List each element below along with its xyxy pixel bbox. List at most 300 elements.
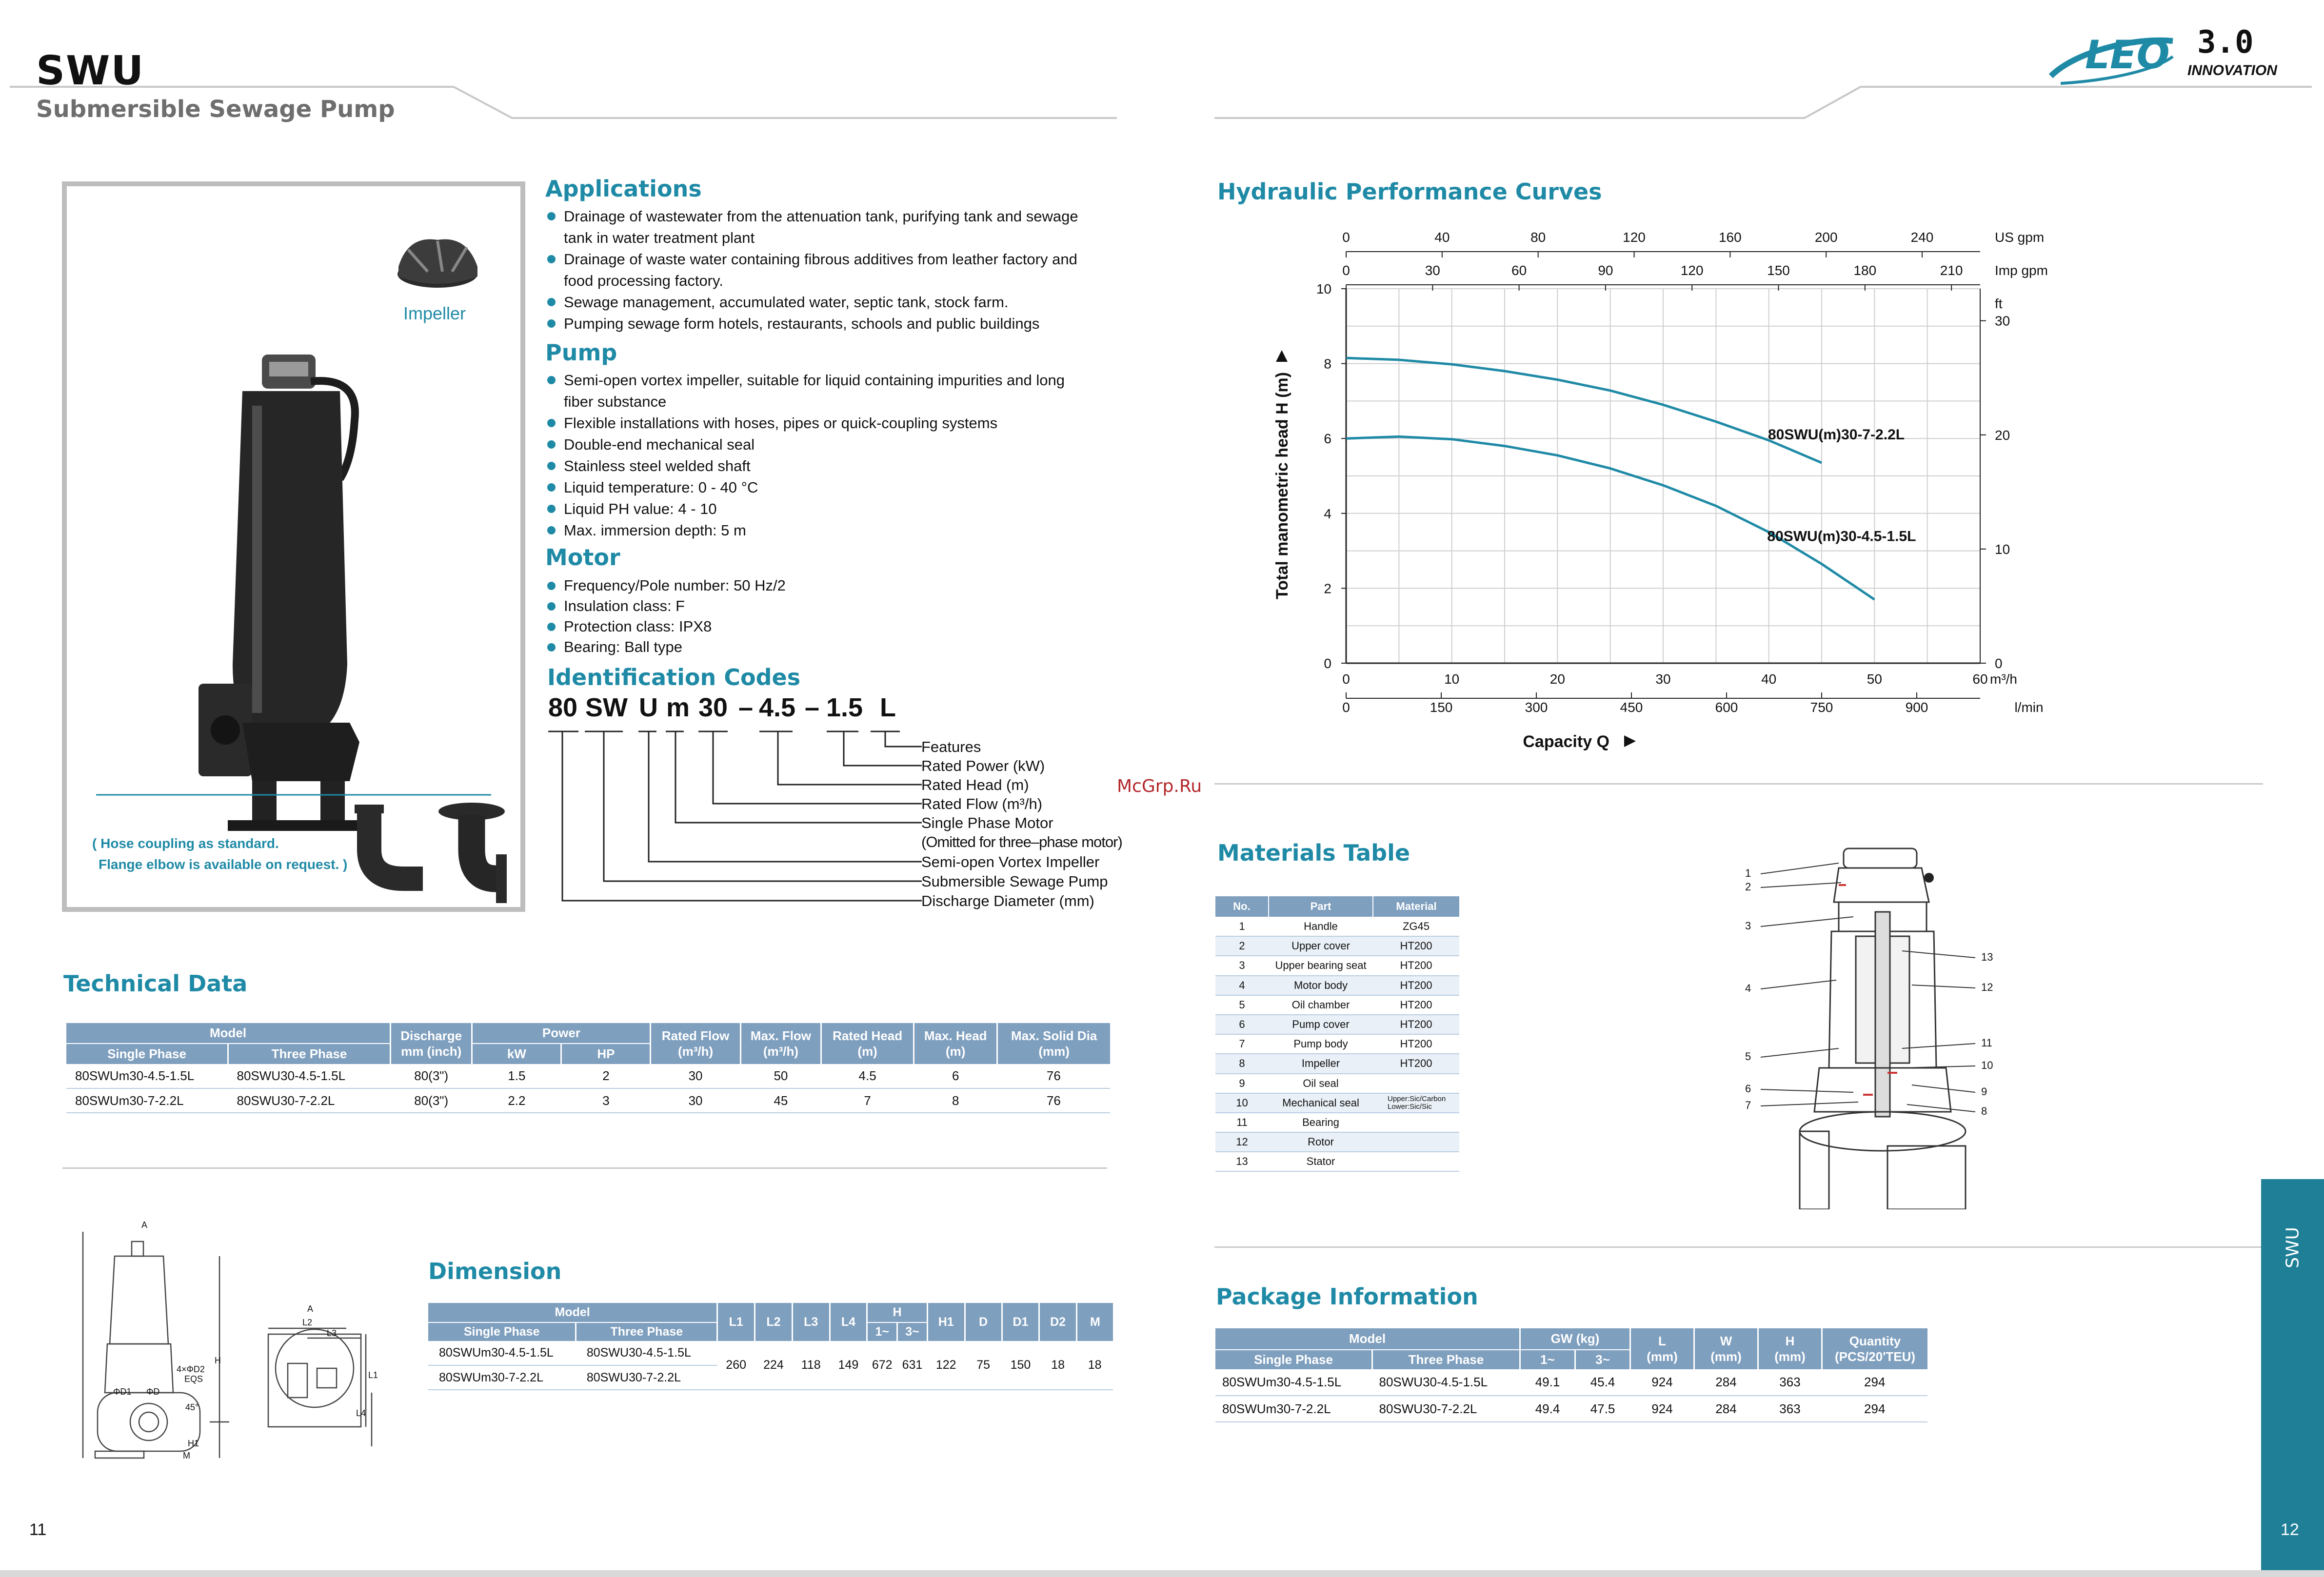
th-model: Model — [428, 1303, 717, 1322]
impeller-caption: Impeller — [403, 303, 466, 323]
table-cell: 76 — [997, 1064, 1110, 1088]
product-image-box — [62, 181, 525, 912]
callout-number: 1 — [1745, 867, 1751, 879]
code-label-discharge: Discharge Diameter (mm) — [921, 892, 1094, 909]
table-cell: 7 — [821, 1088, 914, 1113]
header-rule-left — [0, 83, 1122, 122]
series-label: 80SWU(m)30-7-2.2L — [1768, 427, 1905, 443]
th-rated-flow: Rated Flow (m³/h) — [651, 1023, 740, 1064]
series-subtitle: Submersible Sewage Pump — [36, 96, 395, 123]
table-cell: 47.5 — [1575, 1396, 1630, 1422]
list-item: Double-end mechanical seal — [545, 434, 1096, 455]
side-tab-label: SWU — [2283, 1227, 2303, 1268]
tick-label: 60 — [1972, 671, 1988, 687]
code-label-flow: Rated Flow (m³/h) — [921, 795, 1043, 812]
table-cell: Motor body — [1269, 976, 1373, 995]
logo-version: 3.0 — [2197, 24, 2254, 60]
table-cell: 3 — [1215, 956, 1269, 975]
table-row — [1215, 1093, 1459, 1113]
list-item: Flexible installations with hoses, pipes or quick-coupling systems — [545, 413, 1096, 434]
table-cell: 45.4 — [1575, 1369, 1630, 1396]
tick-label: 8 — [1324, 356, 1331, 372]
tick-label: 10 — [1444, 671, 1460, 687]
th-gw-1: 1~ — [1520, 1350, 1575, 1369]
table-cell: 80SWU30-7-2.2L — [576, 1365, 717, 1390]
table-cell: Oil chamber — [1269, 995, 1373, 1015]
list-item: Bearing: Ball type — [545, 637, 1082, 657]
table-cell: 49.4 — [1520, 1396, 1575, 1422]
divider — [62, 1167, 1107, 1169]
table-cell: Handle — [1269, 917, 1373, 936]
table-row — [1215, 976, 1459, 995]
dim-label: 45° — [185, 1402, 199, 1412]
table-row — [428, 1341, 1113, 1365]
tick-label: 900 — [1905, 700, 1928, 715]
code-label-omitted: (Omitted for three–phase motor) — [921, 833, 1122, 850]
callout-line — [1912, 1085, 1975, 1092]
dim-label: H1 — [188, 1439, 199, 1448]
table-cell: 18 — [1076, 1341, 1113, 1390]
callout-line — [1761, 980, 1836, 989]
code-part: U — [639, 693, 658, 722]
table-cell: 80(3") — [391, 1088, 472, 1113]
th-l1: L1 — [717, 1303, 755, 1341]
callout-number: 11 — [1981, 1037, 1992, 1049]
table-cell — [1373, 1074, 1459, 1093]
th-m: M — [1076, 1303, 1113, 1341]
watermark: McGrp.Ru — [1117, 776, 1202, 796]
dim-label: EQS — [184, 1374, 203, 1384]
table-cell: 80SWU30-7-2.2L — [228, 1088, 391, 1113]
chart-title: Hydraulic Performance Curves — [1217, 178, 1602, 205]
table-cell: 80SWUm30-7-2.2L — [1215, 1396, 1372, 1422]
table-row — [1215, 995, 1459, 1015]
code-part: SW — [585, 693, 628, 722]
callout-number: 10 — [1981, 1059, 1993, 1071]
tick-label: 120 — [1623, 230, 1646, 245]
id-code-leaders — [546, 729, 927, 914]
table-cell: 30 — [651, 1064, 740, 1088]
callout-number: 2 — [1745, 881, 1751, 893]
table-cell: 672 — [867, 1341, 897, 1390]
arrow-right-icon — [1624, 735, 1636, 747]
th-rated-head: Rated Head (m) — [821, 1023, 914, 1064]
table-cell: 118 — [792, 1341, 830, 1390]
th-single: Single Phase — [66, 1044, 228, 1064]
table-cell: HT200 — [1373, 1054, 1459, 1073]
th-single: Single Phase — [428, 1322, 576, 1341]
th-w: W (mm) — [1694, 1328, 1758, 1369]
tick-label: 40 — [1761, 671, 1777, 687]
logo-tagline: INNOVATION — [2187, 62, 2277, 79]
table-cell: 1 — [1215, 917, 1269, 936]
table-row — [1215, 1132, 1459, 1152]
th-l: L (mm) — [1630, 1328, 1694, 1369]
materials-table — [1215, 896, 1459, 1172]
list-item: Pumping sewage form hotels, restaurants, schools and public buildings — [545, 313, 1106, 335]
th-three: Three Phase — [1372, 1350, 1520, 1369]
th-max-flow: Max. Flow (m³/h) — [740, 1023, 821, 1064]
table-row — [1215, 1054, 1459, 1073]
table-cell: 1.5 — [472, 1064, 561, 1088]
performance-chart — [1258, 215, 2165, 766]
col-part: Part — [1269, 896, 1373, 917]
th-three: Three Phase — [576, 1322, 717, 1341]
code-part: 80 — [548, 693, 578, 722]
code-label-impeller: Semi-open Vortex Impeller — [921, 853, 1100, 870]
table-cell: ZG45 — [1373, 917, 1459, 936]
table-cell: 3 — [561, 1088, 651, 1113]
code-part: 30 — [698, 693, 728, 722]
table-cell: 75 — [965, 1341, 1002, 1390]
divider — [1214, 1246, 2263, 1248]
th-max-solid: Max. Solid Dia (mm) — [997, 1023, 1110, 1064]
tick-label: 210 — [1940, 263, 1963, 278]
tick-label: 450 — [1620, 700, 1643, 715]
code-label-single-phase: Single Phase Motor — [921, 814, 1053, 831]
tick-label: 40 — [1434, 230, 1450, 245]
code-part: 1.5 — [826, 693, 863, 722]
table-cell: 6 — [1215, 1015, 1269, 1034]
table-row — [1215, 1113, 1459, 1132]
table-cell: 4 — [1215, 976, 1269, 995]
table-cell: 49.1 — [1520, 1369, 1575, 1396]
table-cell: Oil seal — [1269, 1074, 1373, 1093]
list-item: Liquid temperature: 0 - 40 °C — [545, 477, 1096, 498]
table-row — [1215, 1396, 1927, 1422]
page-number-left: 11 — [29, 1520, 47, 1539]
pump-heading: Pump — [545, 339, 617, 366]
dim-label: L2 — [302, 1318, 313, 1327]
tick-label: 10 — [1316, 281, 1331, 296]
tick-label: Imp gpm — [1995, 263, 2048, 278]
table-row — [1215, 1152, 1459, 1171]
callout-line — [1761, 883, 1841, 887]
dim-label: ΦD1 — [113, 1387, 132, 1397]
callout-line — [1761, 1048, 1839, 1057]
table-cell: 363 — [1758, 1396, 1822, 1422]
applications-list — [545, 206, 1106, 335]
tick-label: 6 — [1324, 431, 1331, 447]
callout-line — [1761, 1089, 1853, 1092]
table-cell: 80(3") — [391, 1064, 472, 1088]
y-axis-label: Total manometric head H (m) — [1273, 372, 1291, 599]
callout-number: 9 — [1981, 1085, 1987, 1098]
th-max-head: Max. Head (m) — [914, 1023, 997, 1064]
list-item: Insulation class: F — [545, 596, 1082, 616]
dim-label: L4 — [356, 1408, 366, 1418]
tick-label: 2 — [1324, 581, 1331, 596]
series-line — [1346, 358, 1822, 463]
series-code: SWU — [36, 48, 145, 94]
code-label-power: Rated Power (kW) — [921, 757, 1045, 774]
table-cell: HT200 — [1373, 1034, 1459, 1054]
th-gw: GW (kg) — [1520, 1328, 1630, 1350]
table-cell: 50 — [740, 1064, 821, 1088]
th-h: H (mm) — [1758, 1328, 1822, 1369]
tick-label: 0 — [1342, 230, 1350, 245]
table-cell: 76 — [997, 1088, 1110, 1113]
dimension-heading: Dimension — [428, 1258, 562, 1284]
table-cell: Upper cover — [1269, 936, 1373, 956]
callout-number: 6 — [1745, 1083, 1751, 1095]
package-table — [1215, 1328, 1927, 1422]
tick-label: 30 — [1425, 263, 1440, 278]
table-cell: 284 — [1694, 1369, 1758, 1396]
table-cell: 150 — [1002, 1341, 1039, 1390]
th-hp: HP — [561, 1044, 651, 1064]
table-row — [66, 1088, 1110, 1113]
tick-label: ft — [1995, 296, 2003, 311]
table-cell: 80SWUm30-4.5-1.5L — [428, 1341, 576, 1365]
impeller-icon — [397, 239, 477, 288]
th-single: Single Phase — [1215, 1350, 1372, 1369]
tick-label: 600 — [1715, 700, 1738, 715]
header-rule-right — [1210, 83, 2324, 122]
th-h-1p: 1~ — [867, 1322, 897, 1341]
tick-label: m³/h — [1990, 671, 2017, 687]
code-part: – — [738, 693, 754, 722]
table-cell: Impeller — [1269, 1054, 1373, 1073]
tick-label: 200 — [1814, 230, 1838, 245]
materials-heading: Materials Table — [1217, 840, 1410, 866]
code-part: L — [880, 693, 896, 722]
tick-label: 0 — [1342, 671, 1350, 687]
tick-label: 180 — [1853, 263, 1877, 278]
table-cell: Pump body — [1269, 1034, 1373, 1054]
flange-elbow-icon — [438, 803, 507, 903]
coupling-note-line1: ( Hose coupling as standard. — [92, 836, 279, 851]
table-cell: Pump cover — [1269, 1015, 1373, 1034]
motor-list — [545, 575, 1082, 657]
pump-cross-section — [1741, 839, 1995, 1209]
table-cell: Bearing — [1269, 1113, 1373, 1132]
tick-label: 20 — [1549, 671, 1565, 687]
callout-line — [1907, 1104, 1975, 1112]
table-cell: 18 — [1039, 1341, 1076, 1390]
page-number-right: 12 — [2281, 1520, 2299, 1539]
tick-label: 120 — [1680, 263, 1704, 278]
table-cell: Upper bearing seat — [1269, 956, 1373, 975]
table-cell: 2.2 — [472, 1088, 561, 1113]
side-tab — [2261, 1179, 2324, 1577]
table-cell — [1373, 1152, 1459, 1171]
table-cell: 5 — [1215, 995, 1269, 1015]
table-cell: 80SWUm30-4.5-1.5L — [1215, 1369, 1372, 1396]
table-cell: 2 — [1215, 936, 1269, 956]
table-cell: 631 — [897, 1341, 928, 1390]
table-cell: 80SWU30-7-2.2L — [1372, 1396, 1520, 1422]
dim-label: ΦD — [146, 1387, 160, 1397]
table-cell: 8 — [1215, 1054, 1269, 1073]
applications-heading: Applications — [545, 176, 702, 202]
list-item: Drainage of waste water containing fibrous additives from leather factory and food processing factory. — [545, 249, 1106, 292]
table-cell: HT200 — [1373, 995, 1459, 1015]
tick-label: 160 — [1718, 230, 1742, 245]
tick-label: US gpm — [1995, 230, 2045, 245]
package-heading: Package Information — [1216, 1283, 1478, 1310]
table-row — [1215, 936, 1459, 956]
list-item: Protection class: IPX8 — [545, 616, 1082, 637]
table-row — [1215, 956, 1459, 975]
table-cell: 8 — [914, 1088, 997, 1113]
table-cell: 224 — [755, 1341, 793, 1390]
tick-label: 50 — [1867, 671, 1882, 687]
brand-logo — [2046, 22, 2309, 86]
logo-text: LEO — [2085, 32, 2170, 78]
table-cell: 260 — [717, 1341, 755, 1390]
col-no: No. — [1215, 896, 1269, 917]
chart-grid — [1346, 289, 1980, 663]
table-cell: HT200 — [1373, 956, 1459, 975]
table-row — [1215, 1074, 1459, 1093]
th-power: Power — [472, 1023, 651, 1044]
table-cell — [1373, 1132, 1459, 1152]
tick-label: 60 — [1511, 263, 1527, 278]
th-three: Three Phase — [228, 1044, 391, 1064]
callout-line — [1912, 985, 1975, 988]
table-cell: Stator — [1269, 1152, 1373, 1171]
table-cell: 294 — [1822, 1396, 1928, 1422]
table-cell: 9 — [1215, 1074, 1269, 1093]
tick-label: 0 — [1342, 263, 1350, 278]
table-cell: 924 — [1630, 1396, 1694, 1422]
table-row — [66, 1064, 1110, 1088]
dim-label: L1 — [368, 1370, 378, 1380]
table-cell: 12 — [1215, 1132, 1269, 1152]
list-item: Stainless steel welded shaft — [545, 455, 1096, 477]
callout-line — [1761, 1102, 1858, 1106]
table-cell: 11 — [1215, 1113, 1269, 1132]
list-item: Drainage of wastewater from the attenuation tank, purifying tank and sewage tank in water treatment plant — [545, 206, 1106, 249]
code-part: – — [805, 693, 820, 722]
tick-label: 10 — [1995, 541, 2010, 557]
th-discharge: Discharge mm (inch) — [391, 1023, 472, 1064]
table-cell: Mechanical seal — [1269, 1093, 1373, 1113]
series-label: 80SWU(m)30-4.5-1.5L — [1767, 528, 1916, 545]
callout-number: 7 — [1745, 1099, 1751, 1111]
table-cell: 294 — [1822, 1369, 1928, 1396]
list-item: Frequency/Pole number: 50 Hz/2 — [545, 575, 1082, 596]
tick-label: 0 — [1342, 700, 1350, 715]
callout-number: 3 — [1745, 920, 1751, 932]
arrow-up-icon — [1276, 350, 1288, 362]
th-l3: L3 — [792, 1303, 830, 1341]
list-item: Semi-open vortex impeller, suitable for liquid containing impurities and long fiber substance — [545, 370, 1096, 413]
pump-illustration — [67, 186, 520, 908]
table-cell: 7 — [1215, 1034, 1269, 1054]
callout-line — [1902, 1044, 1975, 1048]
table-row — [1215, 1015, 1459, 1034]
callout-number: 5 — [1745, 1050, 1751, 1063]
dim-label: A — [141, 1220, 148, 1230]
table-cell: 924 — [1630, 1369, 1694, 1396]
tick-label: 240 — [1910, 230, 1934, 245]
table-cell: 80SWU30-4.5-1.5L — [228, 1064, 391, 1088]
tick-label: 750 — [1810, 700, 1833, 715]
table-cell: 363 — [1758, 1369, 1822, 1396]
table-cell: 45 — [740, 1088, 821, 1113]
th-gw-3: 3~ — [1575, 1350, 1630, 1369]
pump-list — [545, 370, 1096, 541]
dim-label: M — [183, 1451, 190, 1460]
id-codes-heading: Identification Codes — [547, 664, 801, 690]
col-material: Material — [1373, 896, 1459, 917]
technical-data-heading: Technical Data — [63, 970, 248, 997]
code-part: m — [666, 693, 690, 722]
th-h1: H1 — [927, 1303, 965, 1341]
table-cell: 2 — [561, 1064, 651, 1088]
table-cell: 122 — [927, 1341, 965, 1390]
tick-label: 30 — [1655, 671, 1671, 687]
table-cell: 149 — [830, 1341, 867, 1390]
motor-heading: Motor — [545, 544, 620, 571]
table-cell: 6 — [914, 1064, 997, 1088]
th-d: D — [965, 1303, 1002, 1341]
hose-coupling-icon — [355, 805, 423, 879]
tick-label: 20 — [1995, 427, 2010, 443]
th-kw: kW — [472, 1044, 561, 1064]
th-l4: L4 — [830, 1303, 867, 1341]
table-cell: 30 — [651, 1088, 740, 1113]
table-cell: 284 — [1694, 1396, 1758, 1422]
x-axis-label: Capacity Q — [1523, 732, 1609, 751]
table-cell: 10 — [1215, 1093, 1269, 1113]
table-cell: 13 — [1215, 1152, 1269, 1171]
list-item: Liquid PH value: 4 - 10 — [545, 498, 1096, 520]
table-row — [1215, 1034, 1459, 1054]
callout-number: 8 — [1981, 1105, 1987, 1117]
callout-line — [1902, 951, 1975, 958]
table-cell: 80SWUm30-7-2.2L — [66, 1088, 228, 1113]
code-label-head: Rated Head (m) — [921, 776, 1029, 793]
table-cell: 80SWUm30-4.5-1.5L — [66, 1064, 228, 1088]
table-cell: HT200 — [1373, 976, 1459, 995]
th-h-3p: 3~ — [897, 1322, 928, 1341]
table-cell: 4.5 — [821, 1064, 914, 1088]
callout-number: 13 — [1981, 951, 1993, 963]
callout-line — [1761, 863, 1839, 874]
dim-label: A — [307, 1304, 314, 1314]
dimension-table — [428, 1303, 1113, 1390]
tick-label: 30 — [1995, 313, 2010, 329]
list-item: Max. immersion depth: 5 m — [545, 520, 1096, 541]
tick-label: 0 — [1324, 656, 1331, 671]
table-row — [1215, 917, 1459, 936]
table-cell: Rotor — [1269, 1132, 1373, 1152]
tick-label: 150 — [1767, 263, 1790, 278]
coupling-note-line2: Flange elbow is available on request. ) — [99, 857, 348, 872]
table-cell: 80SWU30-4.5-1.5L — [1372, 1369, 1520, 1396]
table-cell: 80SWUm30-7-2.2L — [428, 1365, 576, 1390]
th-model: Model — [66, 1023, 391, 1044]
th-l2: L2 — [755, 1303, 793, 1341]
tick-label: 300 — [1525, 700, 1548, 715]
pump-body-icon — [199, 355, 364, 831]
table-row — [1215, 1369, 1927, 1396]
table-cell: 80SWU30-4.5-1.5L — [576, 1341, 717, 1365]
table-cell: Upper:Sic/Carbon Lower:Sic/Sic — [1373, 1093, 1459, 1113]
dimension-drawing — [73, 1217, 434, 1471]
th-d2: D2 — [1039, 1303, 1076, 1341]
table-cell: HT200 — [1373, 1015, 1459, 1034]
tick-label: 90 — [1598, 263, 1613, 278]
tick-label: 4 — [1324, 506, 1331, 521]
th-model: Model — [1215, 1328, 1520, 1350]
th-d1: D1 — [1002, 1303, 1039, 1341]
dim-label: H — [215, 1356, 221, 1365]
dim-label: L3 — [327, 1328, 337, 1338]
